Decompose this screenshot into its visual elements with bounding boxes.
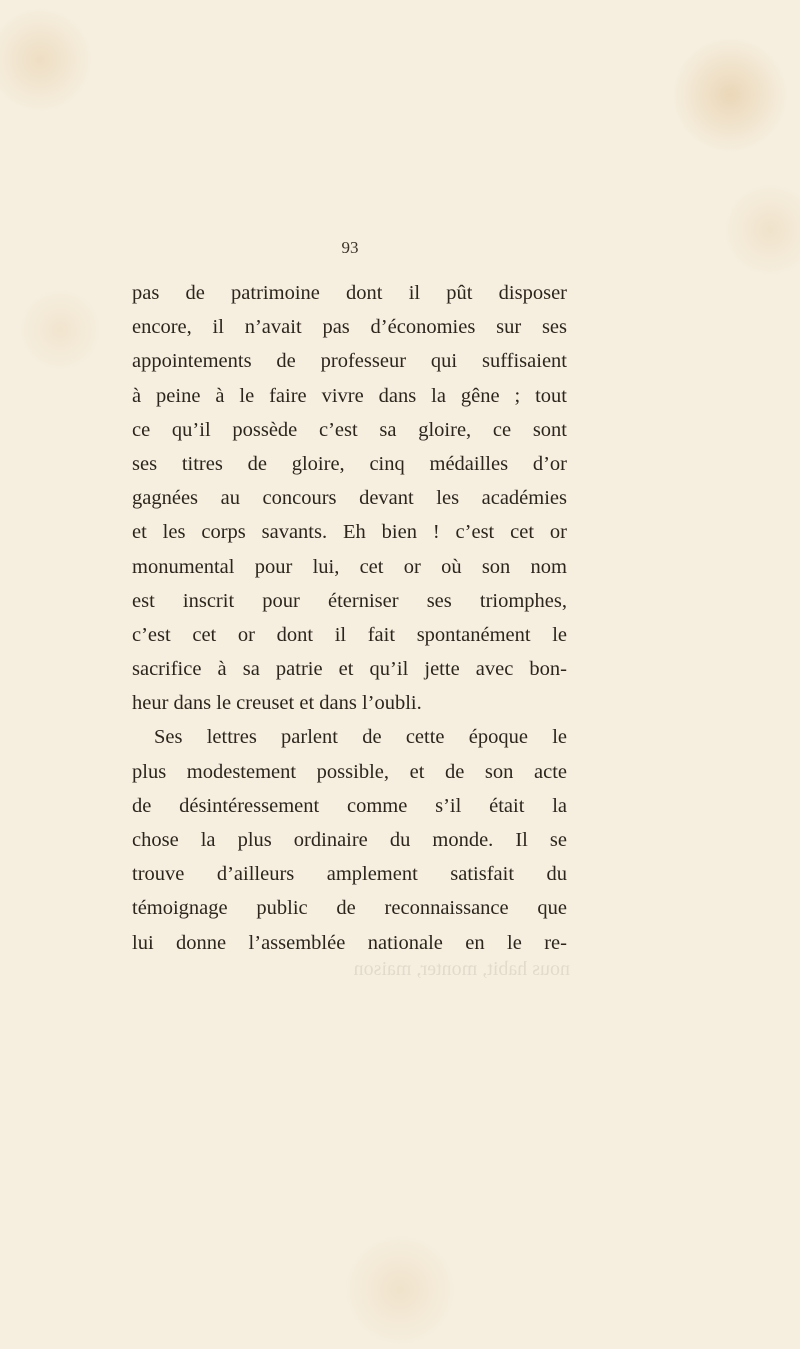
text-line: appointements de professeur qui suffisaient — [132, 350, 567, 373]
text-line: gagnées au concours devant les académies — [132, 487, 567, 510]
text-line: lui donne l’assemblée nationale en le re- — [132, 931, 567, 954]
paragraph-end-line: heur dans le creuset et dans l’oubli. — [132, 692, 422, 715]
text-line: et les corps savants. Eh bien ! c’est cet or — [132, 521, 567, 544]
text-line: c’est cet or dont il fait spontanément le — [132, 623, 567, 646]
text-line: plus modestement possible, et de son acte — [132, 760, 567, 783]
text-line: sacrifice à sa patrie et qu’il jette avec bon- — [132, 658, 567, 681]
text-line: ses titres de gloire, cinq médailles d’or — [132, 452, 567, 475]
page-number: 93 — [341, 238, 359, 257]
text-line: est inscrit pour éterniser ses triomphes, — [132, 589, 567, 612]
text-line: de désintéressement comme s’il était la — [132, 794, 567, 817]
text-line: trouve d’ailleurs amplement satisfait du — [132, 863, 567, 886]
text-line: monumental pour lui, cet or où son nom — [132, 555, 567, 578]
text-line: témoignage public de reconnaissance que — [132, 897, 567, 920]
text-line: ce qu’il possède c’est sa gloire, ce sont — [132, 418, 567, 441]
text-line: encore, il n’avait pas d’économies sur ses — [132, 316, 567, 339]
text-line: chose la plus ordinaire du monde. Il se — [132, 829, 567, 851]
text-line: pas de patrimoine dont il pût disposer — [132, 282, 567, 304]
body-text — [132, 276, 567, 960]
text-line: à peine à le faire vivre dans la gêne ; tout — [132, 384, 567, 407]
paragraph-start-line: Ses lettres parlent de cette époque le — [154, 726, 567, 749]
bleed-through-text: nous habit, monter, maison — [353, 958, 570, 980]
